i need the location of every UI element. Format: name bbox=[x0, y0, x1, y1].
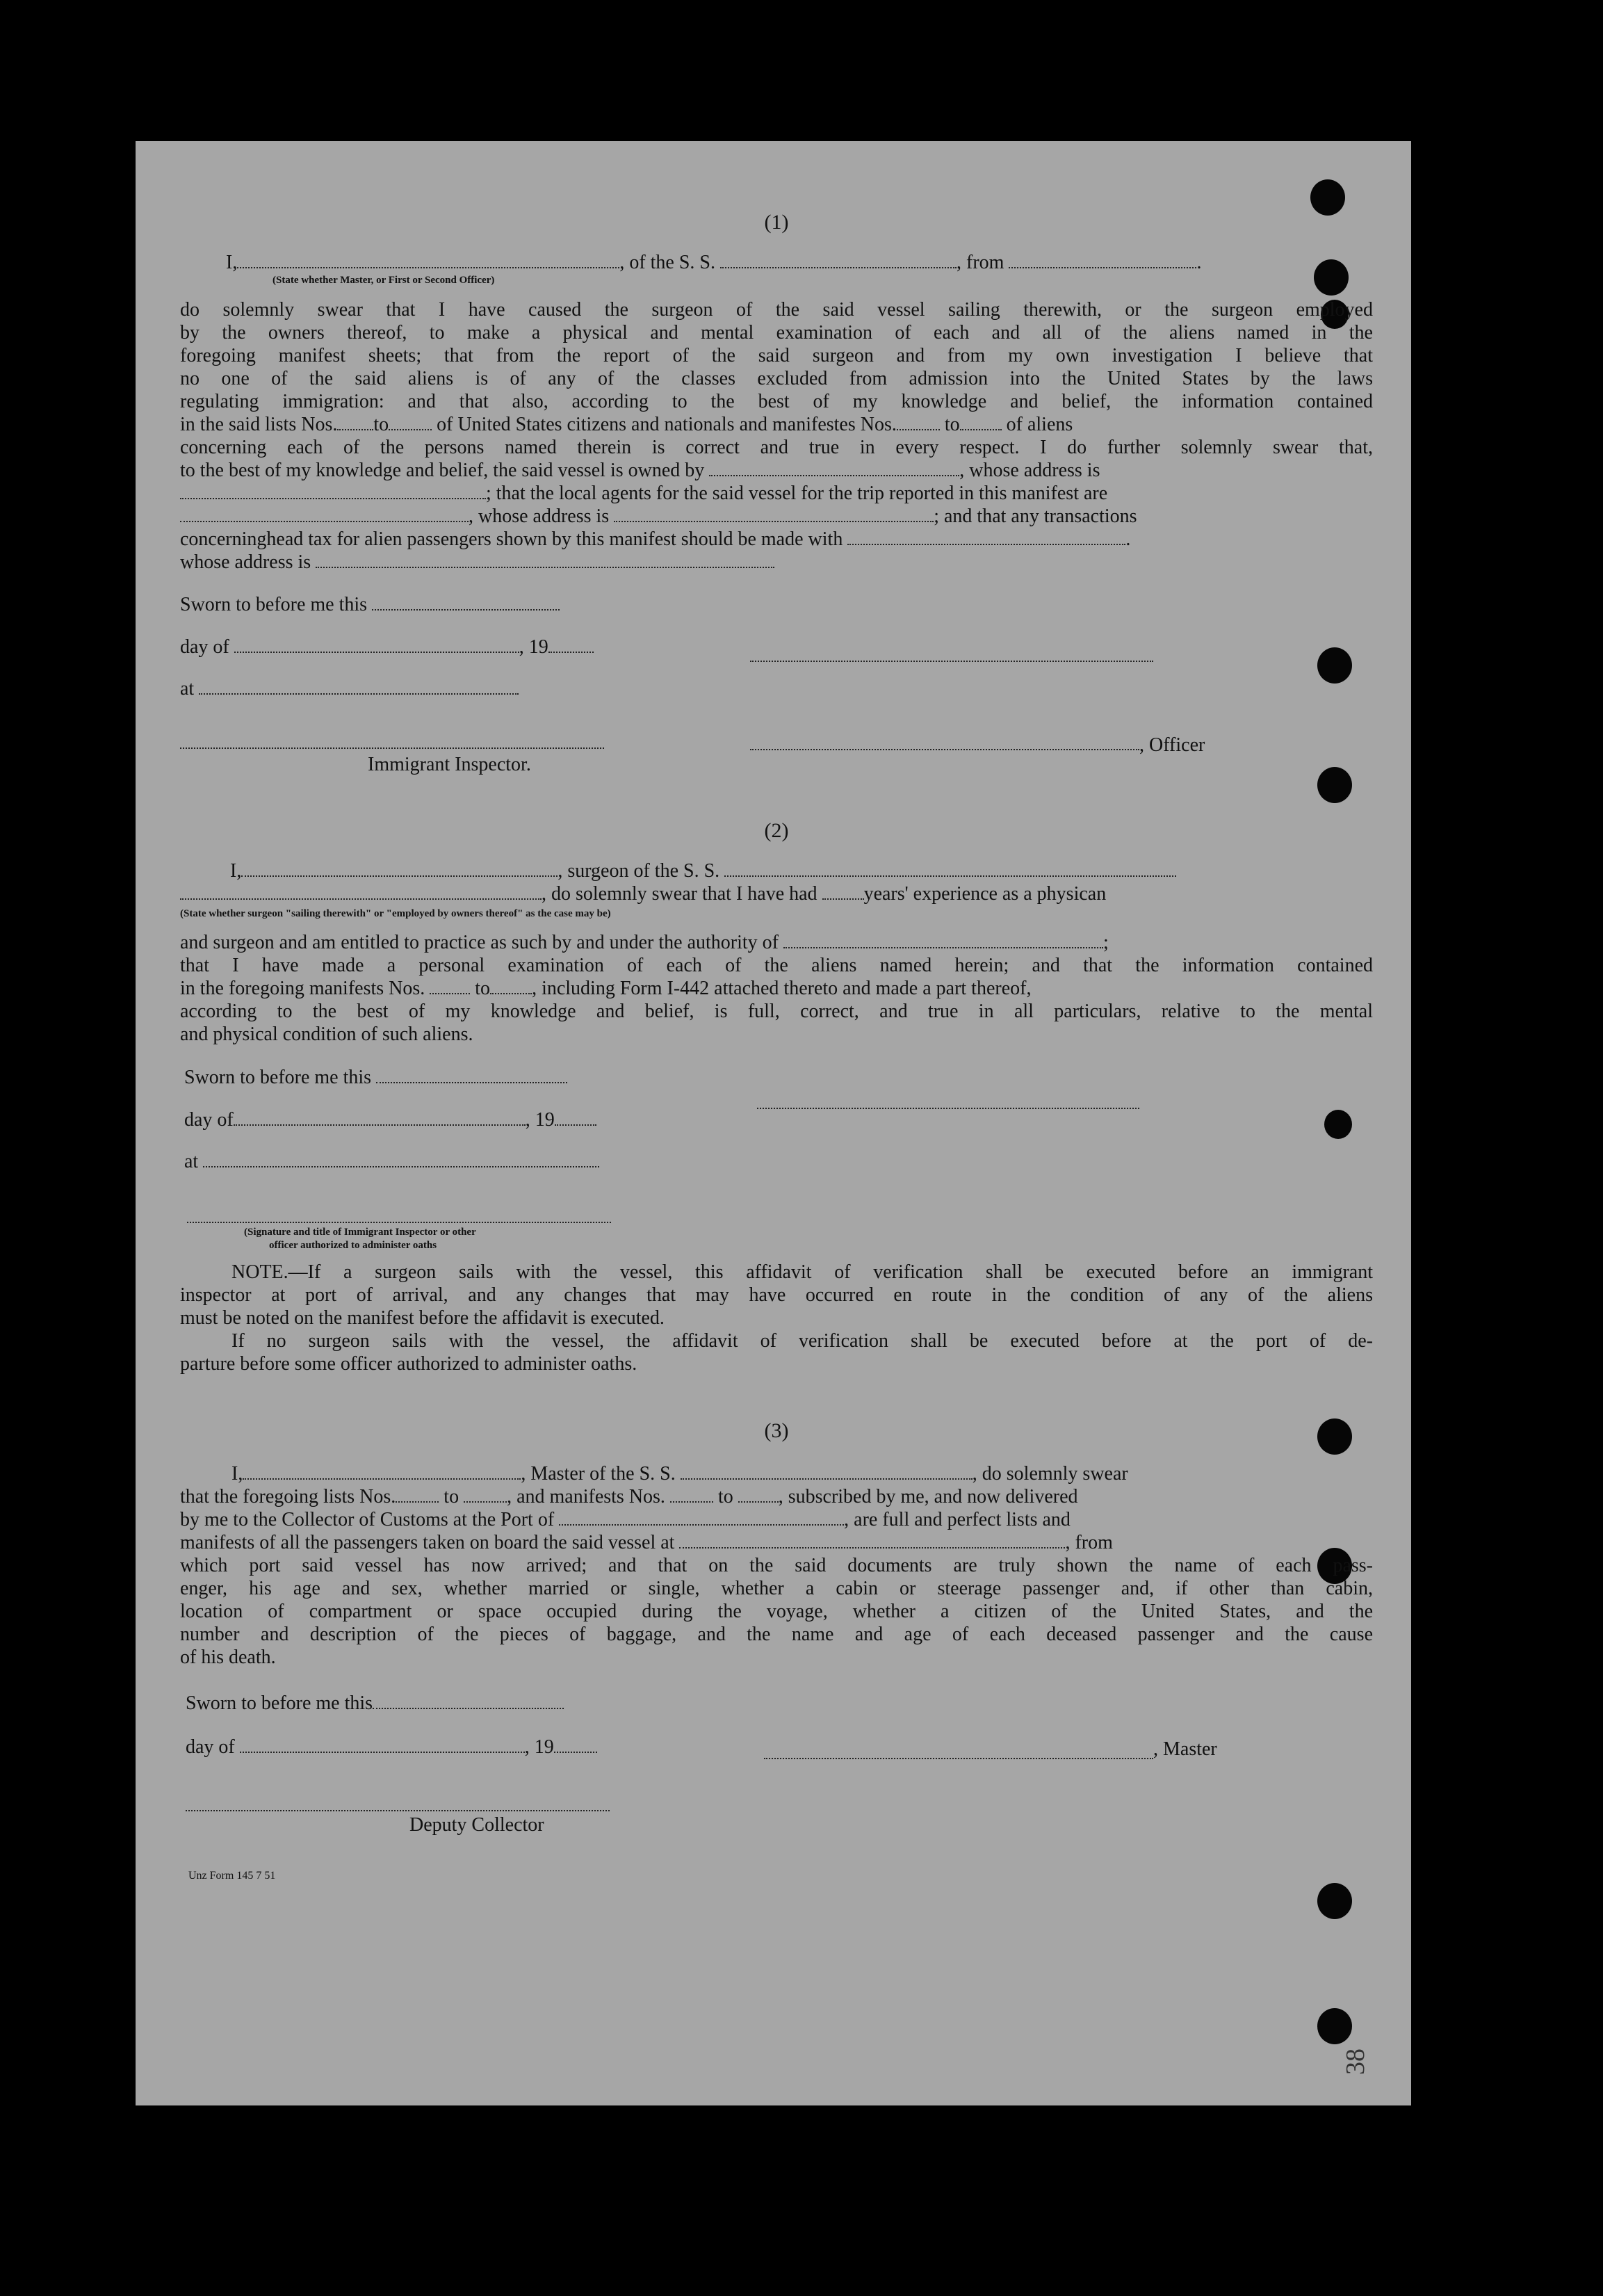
text-line: by the owners thereof, to make a physical and mental examination of each and all of the aliens named in the bbox=[180, 322, 1373, 343]
note-line: NOTE.—If a surgeon sails with the vessel, this affidavit of verification shall be executed before an immigrant bbox=[231, 1261, 1373, 1283]
note-line: If no surgeon sails with the vessel, the affidavit of verification shall be executed before at the port of de- bbox=[231, 1330, 1373, 1352]
text-line: that the foregoing lists Nos. to , and manifests Nos. to , subscribed by me, and now delivered bbox=[180, 1486, 1078, 1507]
at-line: at bbox=[180, 677, 1373, 701]
text-line: whose address is bbox=[180, 551, 1373, 574]
form-identifier: Unz Form 145 7 51 bbox=[188, 1870, 276, 1882]
manifest-page bbox=[136, 141, 1411, 2105]
signature-line bbox=[180, 746, 604, 749]
text-line: and physical condition of such aliens. bbox=[180, 1024, 473, 1045]
text-line: that I have made a personal examination of each of the aliens named herein; and that the information contained bbox=[180, 955, 1373, 976]
sworn-line: Sworn to before me this bbox=[180, 593, 1373, 617]
section-2-line-1: I, , surgeon of the S. S. bbox=[230, 859, 1374, 883]
sworn-line: Sworn to before me this bbox=[184, 1066, 1377, 1090]
section-number: (3) bbox=[764, 1419, 789, 1442]
binder-hole bbox=[1317, 1883, 1352, 1919]
day-of-line: day of , 19 bbox=[186, 1736, 1378, 1759]
section-3-line-1: I, , Master of the S. S. , do solemnly swear bbox=[231, 1463, 1128, 1485]
field-note: (State whether Master, or First or Second Officer) bbox=[272, 275, 495, 286]
binder-hole bbox=[1317, 2008, 1352, 2044]
text-line: location of compartment or space occupied during the voyage, whether a citizen of the United States, and the bbox=[180, 1601, 1373, 1622]
signature-line bbox=[750, 747, 1139, 750]
text-line: number and description of the pieces of baggage, and the name and age of each deceased passenger and the cause bbox=[180, 1624, 1373, 1645]
inspector-label: Immigrant Inspector. bbox=[368, 754, 531, 775]
text-line: and surgeon and am entitled to practice as such by and under the authority of ; bbox=[180, 932, 1109, 953]
text-line: which port said vessel has now arrived; and that on the said documents are truly shown the name of each pass- bbox=[180, 1555, 1373, 1576]
signature-line bbox=[764, 1756, 1153, 1759]
signature-line bbox=[750, 659, 1153, 662]
master-label: , Master bbox=[1153, 1738, 1217, 1760]
note-line: must be noted on the manifest before the affidavit is executed. bbox=[180, 1307, 665, 1329]
text-line: in the said lists Nos. to of United States citizens and nationals and manifestes Nos. to of aliens bbox=[180, 414, 1073, 435]
text-line: enger, his age and sex, whether married or single, whether a cabin or steerage passenger and, if other than cabin, bbox=[180, 1578, 1373, 1599]
text-line: to the best of my knowledge and belief, the said vessel is owned by , whose address is bbox=[180, 460, 1100, 481]
text-line: regulating immigration: and that also, according to the best of my knowledge and belief, the information contained bbox=[180, 391, 1373, 412]
section-2-line-2: , do solemnly swear that I have had years' experience as a physican bbox=[180, 882, 1373, 906]
section-1-line-1: I, , of the S. S. , from . bbox=[226, 252, 1202, 273]
section-number: (1) bbox=[764, 211, 789, 234]
signature-line bbox=[186, 1809, 610, 1811]
day-of-line: day of , 19 bbox=[180, 636, 1373, 659]
text-line: by me to the Collector of Customs at the Port of , are full and perfect lists and bbox=[180, 1509, 1071, 1530]
binder-hole bbox=[1317, 767, 1352, 803]
page-number: 38 bbox=[1341, 2048, 1370, 2075]
text-line: concerning each of the persons named therein is correct and true in every respect. I do further solemnly swear that, bbox=[180, 437, 1373, 458]
text-line: ; that the local agents for the said vessel for the trip reported in this manifest are bbox=[180, 482, 1373, 506]
text-line: in the foregoing manifests Nos. to , including Form I-442 attached thereto and made a part thereof, bbox=[180, 978, 1032, 999]
text-line: of his death. bbox=[180, 1647, 276, 1668]
text-line: no one of the said aliens is of any of the classes excluded from admission into the United States by the laws bbox=[180, 368, 1373, 389]
field-note: (Signature and title of Immigrant Inspector or other bbox=[244, 1227, 476, 1238]
text-line: , whose address is ; and that any transactions bbox=[180, 505, 1373, 528]
signature-line bbox=[187, 1220, 611, 1223]
text-line: concerninghead tax for alien passengers shown by this manifest should be made with . bbox=[180, 528, 1131, 550]
sworn-line: Sworn to before me this bbox=[186, 1692, 1378, 1715]
section-number: (2) bbox=[764, 819, 789, 842]
at-line: at bbox=[184, 1150, 1377, 1174]
field-note: officer authorized to administer oaths bbox=[269, 1240, 437, 1251]
note-line: inspector at port of arrival, and any changes that may have occurred en route in the condition of any of the aliens bbox=[180, 1284, 1373, 1306]
text-line: do solemnly swear that I have caused the surgeon of the said vessel sailing therewith, or the surgeon employed bbox=[180, 299, 1373, 321]
text-line: foregoing manifest sheets; that from the report of the said surgeon and from my own investigation I believe that bbox=[180, 345, 1373, 366]
text-line: according to the best of my knowledge and belief, is full, correct, and true in all particulars, relative to the mental bbox=[180, 1001, 1373, 1022]
officer-label: , Officer bbox=[1139, 734, 1205, 756]
text-line: manifests of all the passengers taken on board the said vessel at , from bbox=[180, 1532, 1113, 1553]
deputy-collector-label: Deputy Collector bbox=[409, 1814, 544, 1836]
note-line: parture before some officer authorized to administer oaths. bbox=[180, 1353, 637, 1375]
field-note: (State whether surgeon "sailing therewith" or "employed by owners thereof" as the case may be) bbox=[180, 908, 611, 919]
day-of-line: day of , 19 bbox=[184, 1108, 1377, 1132]
